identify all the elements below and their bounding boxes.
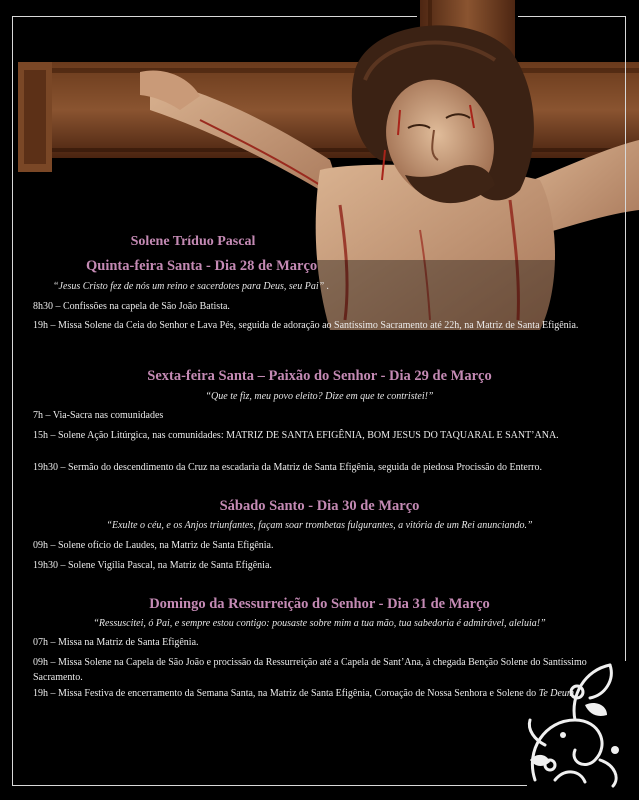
schedule-item: 15h – Solene Ação Litúrgica, nas comunidades: MATRIZ DE SANTA EFIGÊNIA, BOM JESUS DO TAQUARAL E SANT’ANA. [33,430,559,441]
day-quote-thursday: “Jesus Cristo fez de nós um reino e sacerdotes para Deus, seu Pai” . [53,281,330,292]
day-title-thursday: Quinta-feira Santa - Dia 28 de Março [86,258,318,274]
day-title-friday: Sexta-feira Santa – Paixão do Senhor - Dia 29 de Março [147,368,492,384]
floral-ornament-icon [515,650,625,790]
schedule-item-end: . [574,688,577,699]
schedule-item-text: 19h – Missa Festiva de encerramento da Semana Santa, na Matriz de Santa Efigênia, Coroação de Nossa Senhora e Solene do [33,688,539,699]
schedule-item: 19h30 – Solene Vigília Pascal, na Matriz de Santa Efigênia. [33,560,272,571]
schedule-item-last [33,686,593,701]
schedule-item: 7h – Via-Sacra nas comunidades [33,410,164,421]
schedule-item: 09h – Missa Solene na Capela de São João e procissão da Ressurreição até a Capela de Sant’Ana, à chegada Benção Solene do Santíssimo Sacramento. [33,657,587,683]
day-title-sunday: Domingo da Ressurreição do Senhor - Dia 31 de Março [149,596,490,612]
schedule-item: 07h – Missa na Matriz de Santa Efigênia. [33,637,199,648]
day-quote-saturday: “Exulte o céu, e os Anjos triunfantes, façam soar trombetas fulgurantes, a vitória de um Rei anunciando.” [106,520,533,531]
schedule-item: 09h – Solene ofício de Laudes, na Matriz de Santa Efigênia. [33,540,274,551]
day-quote-sunday: “Ressuscitei, ó Pai, e sempre estou contigo: pousaste sobre mim a tua mão, tua sabedoria é admirável, aleluia!” [93,618,546,629]
schedule-item: 19h30 – Sermão do descendimento da Cruz na escadaria da Matriz de Santa Efigênia, seguida de piedosa Procissão do Enterro. [33,462,543,473]
schedule-item: 8h30 – Confissões na capela de São João Batista. [33,301,230,312]
schedule-item: 19h – Missa Solene da Ceia do Senhor e Lava Pés, seguida de adoração ao Santíssimo Sacramento até 22h, na Matriz de Santa Efigênia. [33,320,579,331]
page-title: Solene Tríduo Pascal [130,234,256,249]
te-deum-emphasis: Te Deum [538,688,575,699]
day-quote-friday: “Que te fiz, meu povo eleito? Dize em que te contristei!” [205,391,434,402]
day-title-saturday: Sábado Santo - Dia 30 de Março [219,498,420,514]
